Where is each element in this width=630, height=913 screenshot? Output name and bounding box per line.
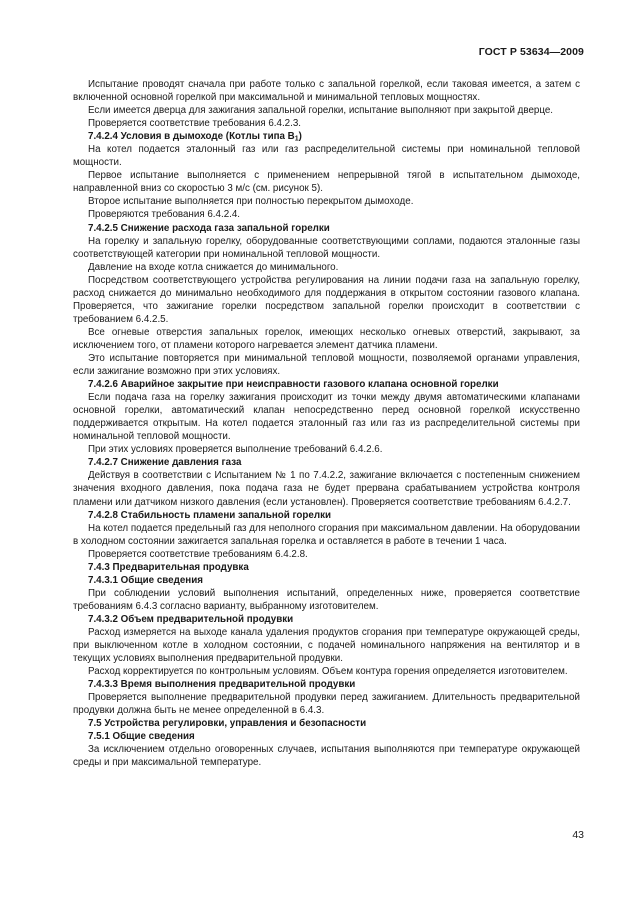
paragraph: Расход измеряется на выходе канала удаления продуктов сгорания при температуре окружающей среды, при выключенном котле в холодном состоянии, с подачей номинального напряжения на вентилятор и в текущих условиях выполнения предварительной продувки. [73, 626, 580, 665]
paragraph: При соблюдении условий выполнения испытаний, определенных ниже, проверяется соответствие требованиям 6.4.3 согласно варианту, выбранному изготовителем. [73, 587, 580, 612]
section-heading: 7.4.2.8 Стабильность пламени запальной горелки [88, 509, 331, 521]
section-heading: 7.4.2.5 Снижение расхода газа запальной горелки [88, 222, 330, 234]
section-heading: 7.4.3.2 Объем предварительной продувки [88, 613, 294, 625]
paragraph: Это испытание повторяется при минимальной тепловой мощности, позволяемой органами управления, если зажигание возможно при этих условиях. [73, 352, 580, 378]
heading-subscript: 1 [294, 135, 299, 143]
paragraph: На котел подается эталонный газ или газ распределительной системы при номинальной тепловой мощности. [73, 144, 580, 169]
section-heading: 7.4.3.1 Общие сведения [88, 574, 203, 586]
section-heading: 7.5.1 Общие сведения [88, 731, 195, 743]
paragraph: При этих условиях проверяется выполнение требований 6.4.2.6. [88, 444, 383, 456]
paragraph: На котел подается предельный газ для неполного сгорания при максимальном давлении. На оборудовании в холодном состоянии зажигается запальная горелка и оставляется в работе в течении 1 часа. [73, 522, 580, 547]
paragraph: Второе испытание выполняется при полностью перекрытом дымоходе. [88, 196, 414, 208]
paragraph: На горелку и запальную горелку, оборудованные соответствующими соплами, подаются эталонные газы соответствующей категории при номинальной тепловой мощности. [73, 235, 580, 260]
paragraph: Если имеется дверца для зажигания запальной горелки, испытание выполняют при закрытой дверце. [88, 105, 554, 117]
paragraph: Все огневые отверстия запальных горелок, имеющих несколько огневых отверстий, закрывают, за исключением того, от пламени которого нагревается элемент датчика пламени. [73, 326, 580, 351]
paragraph: Посредством соответствующего устройства регулирования на линии подачи газа на запальную горелку, расход снижается до минимально необходимого для поддержания в открытом состоянии газового клапана. Проверяется, что зажигание горелки посредством запальной горелки происходит в соответствии с требованием 6.4.2.5. [73, 274, 580, 325]
section-heading: 7.4.3 Предварительная продувка [88, 561, 249, 573]
paragraph: Действуя в соответствии с Испытанием № 1 по 7.4.2.2, зажигание включается с постепенным снижением значения входного давления, пока подача газа не будет прервана срабатыванием устройства контроля пламени или датчиком низкого давления (если установлен). Проверяется соответствие требованиям 6.4.2.7. [73, 470, 580, 508]
document-body [73, 78, 580, 769]
paragraph: Проверяется соответствие требованиям 6.4.2.8. [88, 548, 308, 560]
paragraph: Проверяется выполнение предварительной продувки перед зажиганием. Длительность предварительной продувки должна быть не менее определенной в 6.4.3. [73, 692, 580, 717]
heading-suffix: ) [298, 131, 302, 143]
paragraph: Проверяется соответствие требования 6.4.2.3. [88, 118, 302, 130]
paragraph: За исключением отдельно оговоренных случаев, испытания выполняются при температуре окружающей среды и при максимальной температуре. [73, 744, 580, 769]
standard-header: ГОСТ Р 53634—2009 [478, 46, 584, 58]
paragraph: Если подача газа на горелку зажигания происходит из точки между двумя автоматическими клапанами основной горелки, автоматический клапан непосредственно перед основной горелкой искусственно поддерживается открытым. На котел подается эталонный газ или газ из распределительной системы при номинальной тепловой мощности. [73, 392, 580, 443]
paragraph: Давление на входе котла снижается до минимального. [88, 261, 339, 273]
section-heading: 7.5 Устройства регулировки, управления и безопасности [88, 718, 367, 730]
paragraph: Первое испытание выполняется с применением непрерывной тягой в испытательном дымоходе, направленной вниз со скоростью 3 м/с (см. рисунок 5). [73, 170, 580, 195]
section-heading: 7.4.2.7 Снижение давления газа [88, 457, 242, 469]
heading-text: 7.4.2.4 Условия в дымоходе (Котлы типа B [88, 131, 295, 143]
page-number: 43 [572, 829, 584, 841]
section-heading: 7.4.3.3 Время выполнения предварительной продувки [88, 679, 356, 691]
section-heading [73, 130, 580, 143]
section-heading: 7.4.2.6 Аварийное закрытие при неисправности газового клапана основной горелки [88, 379, 499, 391]
paragraph: Испытание проводят сначала при работе только с запальной горелкой, если таковая имеется, а затем с включенной основной горелкой при максимальной и минимальной тепловых мощностях. [73, 79, 580, 104]
paragraph: Проверяются требования 6.4.2.4. [88, 209, 241, 221]
paragraph: Расход корректируется по контрольным условиям. Объем контура горения определяется изготовителем. [88, 666, 568, 678]
